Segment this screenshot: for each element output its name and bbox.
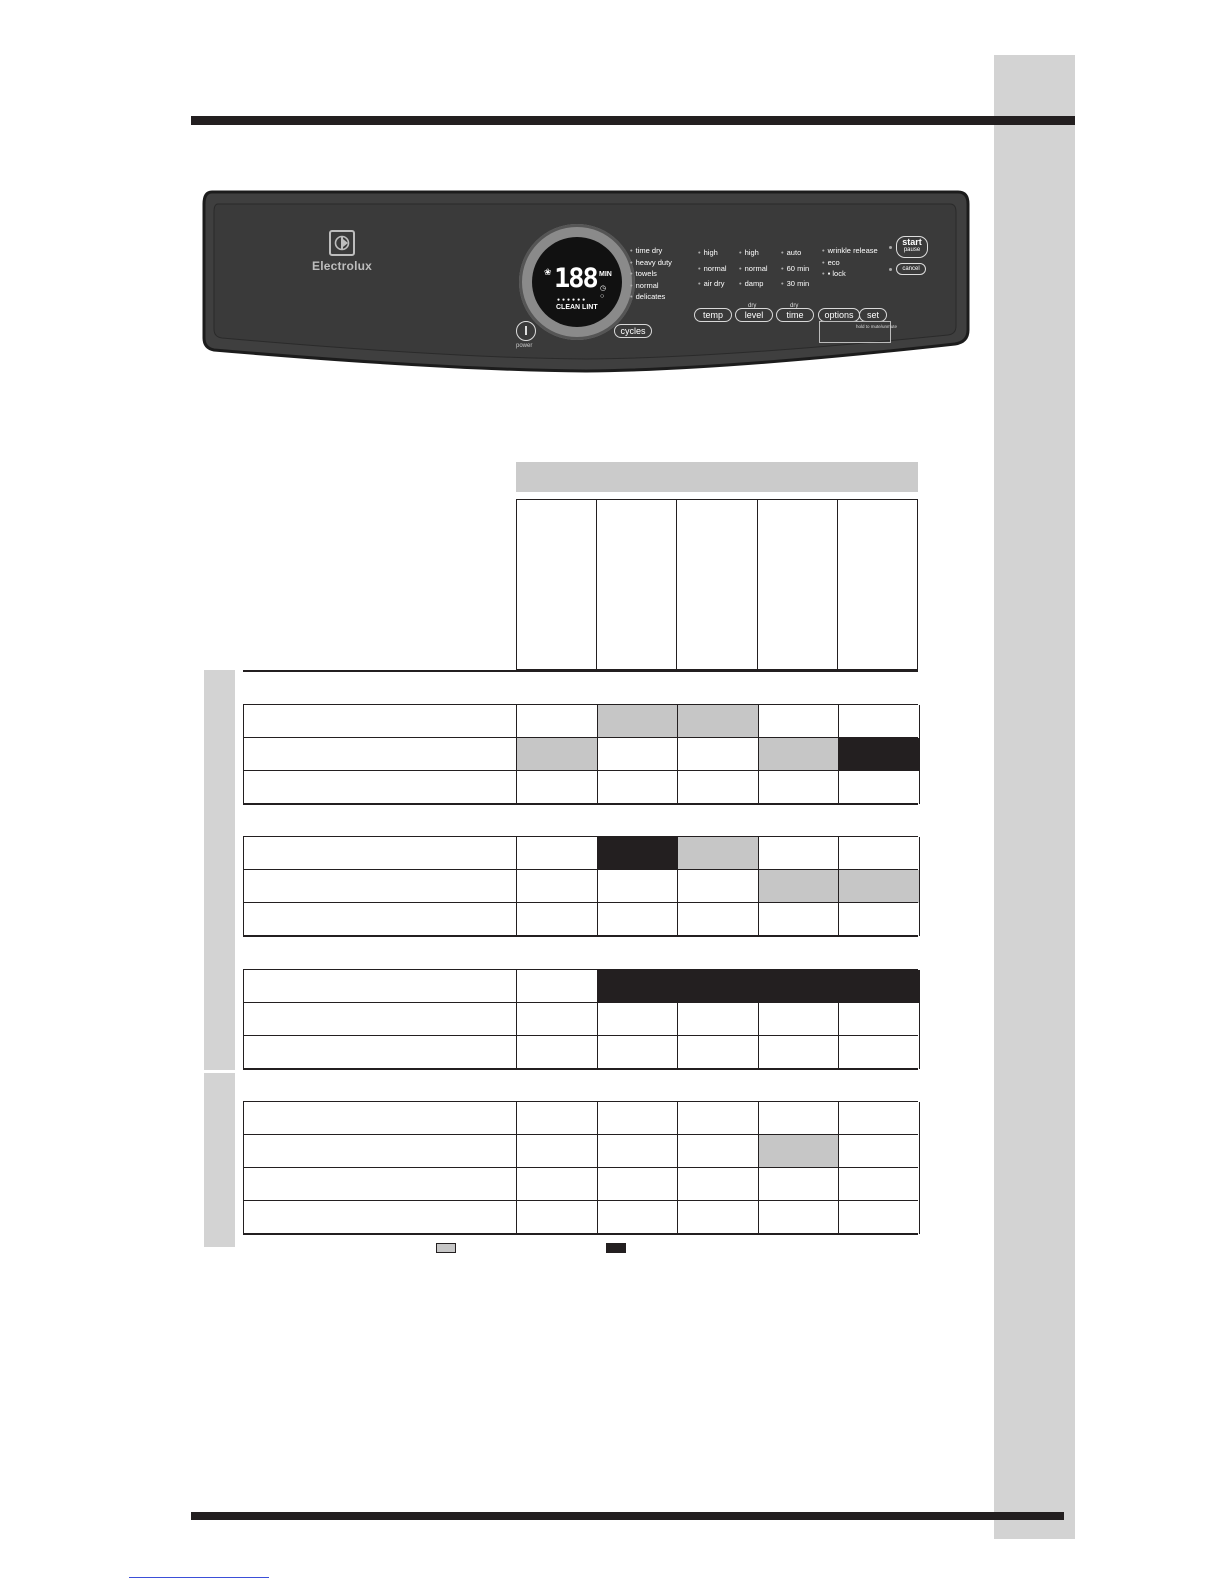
table-cell	[678, 837, 759, 870]
table-row	[243, 704, 918, 738]
table-cell	[839, 837, 920, 870]
table-cell	[839, 1036, 920, 1069]
status-icons	[600, 285, 608, 301]
table-cell	[839, 771, 920, 804]
table-row	[243, 1134, 918, 1168]
start-label: start	[902, 237, 922, 247]
group-bottom-border	[243, 1233, 918, 1235]
group-bottom-border	[243, 935, 918, 937]
table-cell	[678, 1201, 759, 1234]
table-cell	[678, 870, 759, 903]
table-cell	[759, 738, 840, 771]
power-label: power	[516, 343, 533, 349]
cycle-delicates[interactable]: • delicates	[630, 291, 672, 303]
table-cell	[598, 1036, 679, 1069]
table-row	[243, 770, 918, 804]
set-button[interactable]: set	[859, 308, 887, 322]
table-row	[243, 1002, 918, 1036]
clean-lint-indicator: CLEAN LINT	[556, 304, 598, 311]
eco-leaf-icon: ❀	[544, 267, 552, 277]
row-label-cell	[244, 1168, 517, 1201]
temp-button[interactable]: temp	[694, 308, 732, 322]
table-cell	[759, 1036, 840, 1069]
table-cell	[678, 1036, 759, 1069]
dry-level-option-high: • high	[739, 245, 768, 261]
table-cell	[517, 1102, 598, 1135]
power-button[interactable]	[516, 321, 536, 341]
dry-level-option-normal: • normal	[739, 261, 768, 277]
temp-options	[698, 245, 727, 292]
table-cell	[678, 1135, 759, 1168]
table-cell	[517, 738, 598, 771]
merged-dark-cell	[598, 970, 919, 1003]
table-row	[243, 969, 918, 1003]
table-cell	[598, 1135, 679, 1168]
table-row	[243, 1035, 918, 1069]
table-cell	[517, 1003, 598, 1036]
table-cell	[759, 837, 840, 870]
table-cell	[678, 1102, 759, 1135]
option-wrinkle-release: • wrinkle release	[822, 245, 878, 257]
temp-option-normal: • normal	[698, 261, 727, 277]
header-rule	[191, 116, 1075, 125]
electrolux-logo	[312, 230, 372, 273]
dry-time-option-60: • 60 min	[781, 261, 809, 277]
row-label-cell	[244, 970, 517, 1003]
table-cell	[759, 870, 840, 903]
table-cell	[598, 1003, 679, 1036]
table-row	[243, 737, 918, 771]
cycle-towels[interactable]: • towels	[630, 268, 672, 280]
cancel-button[interactable]: cancel	[896, 263, 926, 275]
dry-time-button[interactable]: time	[776, 308, 814, 322]
table-cell	[839, 705, 920, 738]
group-bottom-border	[243, 803, 918, 805]
column-header-2	[596, 499, 677, 670]
group-bottom-border	[243, 1068, 918, 1070]
dry-time-option-auto: • auto	[781, 245, 809, 261]
table-cell	[678, 903, 759, 936]
table-cell	[598, 1168, 679, 1201]
table-row	[243, 869, 918, 903]
row-label-cell	[244, 1135, 517, 1168]
legend-dark-swatch	[606, 1243, 626, 1253]
table-cell	[839, 903, 920, 936]
table-header-bar	[516, 462, 918, 492]
timer-icon: ◷	[600, 285, 607, 292]
table-row	[243, 902, 918, 936]
row-label-cell	[244, 1036, 517, 1069]
table-cell	[598, 837, 679, 870]
table-cell	[517, 705, 598, 738]
start-indicator-dot	[889, 246, 892, 249]
table-cell	[517, 903, 598, 936]
drum-icon: ○	[600, 293, 605, 300]
section-band-2	[204, 1073, 235, 1247]
table-cell	[678, 1003, 759, 1036]
table-cell	[839, 1102, 920, 1135]
column-header-4	[757, 499, 838, 670]
row-label-cell	[244, 1201, 517, 1234]
table-row	[243, 836, 918, 870]
cancel-indicator-dot	[889, 268, 892, 271]
cycle-heavy-duty[interactable]: • heavy duty	[630, 257, 672, 269]
table-cell	[759, 1168, 840, 1201]
table-cell	[678, 1168, 759, 1201]
row-label-cell	[244, 705, 517, 738]
cycle-list	[630, 245, 672, 303]
table-row	[243, 1200, 918, 1234]
row-label-cell	[244, 870, 517, 903]
table-cell	[839, 1201, 920, 1234]
footer-link[interactable]	[129, 1577, 269, 1578]
table-row	[243, 1167, 918, 1201]
table-cell	[678, 705, 759, 738]
table-cell	[598, 870, 679, 903]
option-lock: • ▪ lock	[822, 268, 878, 280]
table-cell	[598, 705, 679, 738]
table-cell	[678, 738, 759, 771]
table-cell	[598, 771, 679, 804]
cycle-normal[interactable]: • normal	[630, 280, 672, 292]
temp-option-air-dry: • air dry	[698, 276, 727, 292]
temp-option-high: • high	[698, 245, 727, 261]
table-cell	[517, 1201, 598, 1234]
cycle-time-dry[interactable]: • time dry	[630, 245, 672, 257]
display-unit: MIN	[599, 271, 612, 278]
dry-time-options	[781, 245, 809, 292]
dry-time-option-30: • 30 min	[781, 276, 809, 292]
table-cell	[839, 1168, 920, 1201]
table-cell	[517, 1168, 598, 1201]
table-cell	[517, 970, 598, 1003]
row-label-cell	[244, 771, 517, 804]
table-cell	[759, 1135, 840, 1168]
table-cell	[598, 1102, 679, 1135]
extra-options	[822, 245, 878, 280]
dry-level-top-label: dry	[748, 303, 757, 309]
footer-rule	[191, 1512, 1064, 1520]
table-cell	[678, 771, 759, 804]
dry-level-options	[739, 245, 768, 292]
legend-light-swatch	[436, 1243, 456, 1253]
side-tab	[994, 55, 1075, 1539]
row-label-cell	[244, 837, 517, 870]
lock-icon: ▪	[827, 269, 833, 278]
row-label-cell	[244, 903, 517, 936]
row-label-cell	[244, 738, 517, 771]
table-cell	[759, 1102, 840, 1135]
options-button[interactable]: options	[818, 308, 860, 322]
dry-time-top-label: dry	[790, 303, 799, 309]
cycles-button[interactable]: cycles	[614, 324, 652, 338]
table-cell	[517, 771, 598, 804]
table-cell	[759, 1201, 840, 1234]
dryer-control-panel	[200, 190, 972, 378]
table-cell	[598, 903, 679, 936]
dry-level-button[interactable]: level	[735, 308, 773, 322]
table-row	[243, 1101, 918, 1135]
electrolux-logo-icon	[329, 230, 355, 256]
table-cell	[839, 1135, 920, 1168]
table-cell	[517, 837, 598, 870]
table-cell	[759, 903, 840, 936]
table-cell	[517, 1036, 598, 1069]
dry-level-option-damp: • damp	[739, 276, 768, 292]
table-cell	[839, 738, 920, 771]
row-label-cell	[244, 1003, 517, 1036]
hold-to-mute-note: hold to mute/unmute	[856, 324, 898, 329]
table-cell	[759, 1003, 840, 1036]
table-cell	[517, 1135, 598, 1168]
table-cell	[517, 870, 598, 903]
header-baseline	[243, 670, 918, 672]
progress-dots: ●●●●●●	[557, 297, 588, 303]
pause-label: pause	[903, 247, 921, 253]
lcd-display	[532, 237, 622, 327]
column-header-3	[676, 499, 758, 670]
display-digits: 188	[554, 263, 597, 294]
column-header-5	[837, 499, 918, 670]
column-header-1	[516, 499, 597, 670]
table-cell	[759, 705, 840, 738]
option-eco: • eco	[822, 257, 878, 269]
display-ring	[519, 224, 635, 340]
section-band-1	[204, 670, 235, 1070]
brand-name: Electrolux	[312, 259, 373, 273]
table-cell	[839, 870, 920, 903]
table-cell	[598, 1201, 679, 1234]
table-cell	[839, 1003, 920, 1036]
row-label-cell	[244, 1102, 517, 1135]
start-pause-button[interactable]	[896, 236, 928, 258]
table-cell	[759, 771, 840, 804]
table-cell	[598, 738, 679, 771]
